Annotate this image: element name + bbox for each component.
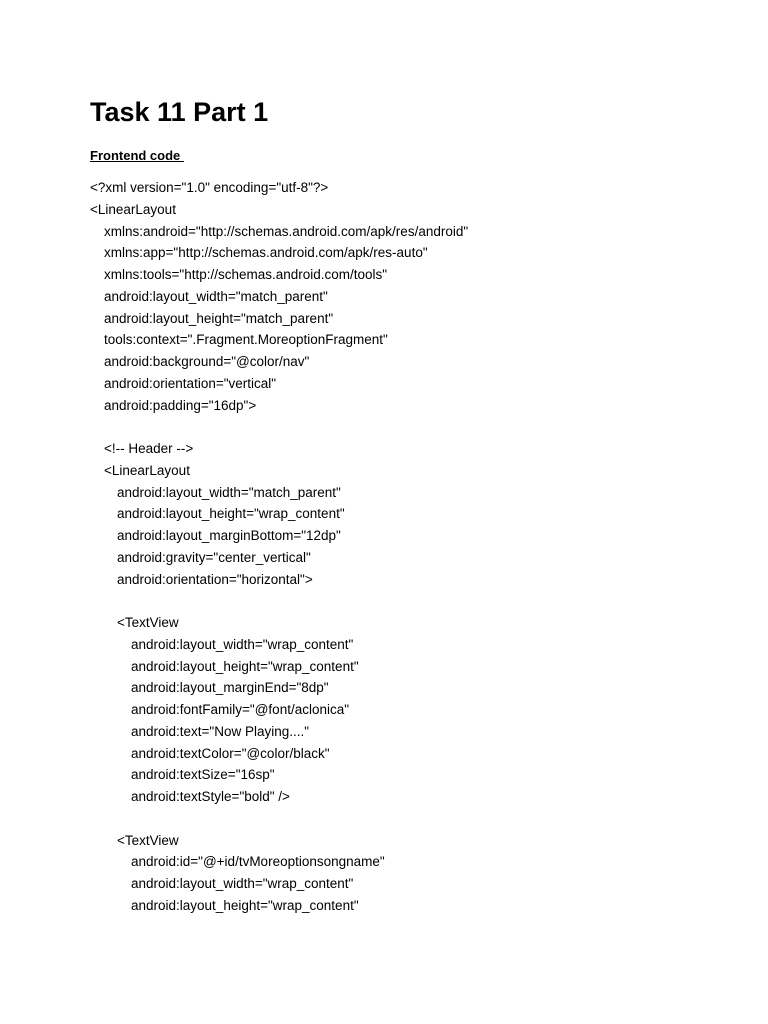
code-line: android:layout_height="wrap_content" [131,897,359,913]
code-line: android:layout_height="match_parent" [104,310,334,326]
code-line: tools:context=".Fragment.MoreoptionFragment" [104,332,388,348]
code-line: android:fontFamily="@font/aclonica" [131,702,350,717]
code-line: android:orientation="vertical" [104,375,277,391]
code-line: xmlns:tools="http://schemas.android.com/tools" [104,267,388,282]
code-line: android:layout_width="wrap_content" [131,636,354,652]
code-line [90,416,730,438]
code-line: <LinearLayout [90,201,176,217]
code-line: android:layout_width="wrap_content" [131,876,354,891]
code-line: android:textStyle="bold" /> [131,789,290,804]
section-heading: Frontend code [90,148,184,163]
code-line: xmlns:app="http://schemas.android.com/apk/res-auto" [104,245,428,261]
code-line: <LinearLayout [104,462,190,478]
code-line: android:padding="16dp"> [104,397,257,413]
code-line [90,590,730,612]
code-line: <TextView [117,615,179,630]
code-line: android:layout_height="wrap_content" [117,506,345,522]
code-line: android:id="@+id/tvMoreoptionsongname" [131,854,385,870]
code-line: android:text="Now Playing...." [131,723,310,739]
code-line: android:textColor="@color/black" [131,745,330,761]
page-title: Task 11 Part 1 [90,97,269,127]
code-line: android:orientation="horizontal"> [117,571,313,587]
code-line: android:layout_height="wrap_content" [131,658,359,674]
code-line: android:textSize="16sp" [131,767,275,783]
code-block [90,177,730,917]
code-line: android:layout_marginBottom="12dp" [117,528,341,543]
code-line: <?xml version="1.0" encoding="utf-8"?> [90,180,329,195]
code-line: android:background="@color/nav" [104,354,310,369]
code-line: android:layout_width="match_parent" [117,484,341,500]
code-line: <TextView [117,832,179,848]
code-line: android:layout_width="match_parent" [104,288,328,304]
code-line: xmlns:android="http://schemas.android.com/apk/res/android" [104,223,469,239]
code-line: <!-- Header --> [104,441,194,456]
code-line: android:layout_marginEnd="8dp" [131,680,329,696]
code-line: android:gravity="center_vertical" [117,549,311,565]
code-line [90,808,730,830]
